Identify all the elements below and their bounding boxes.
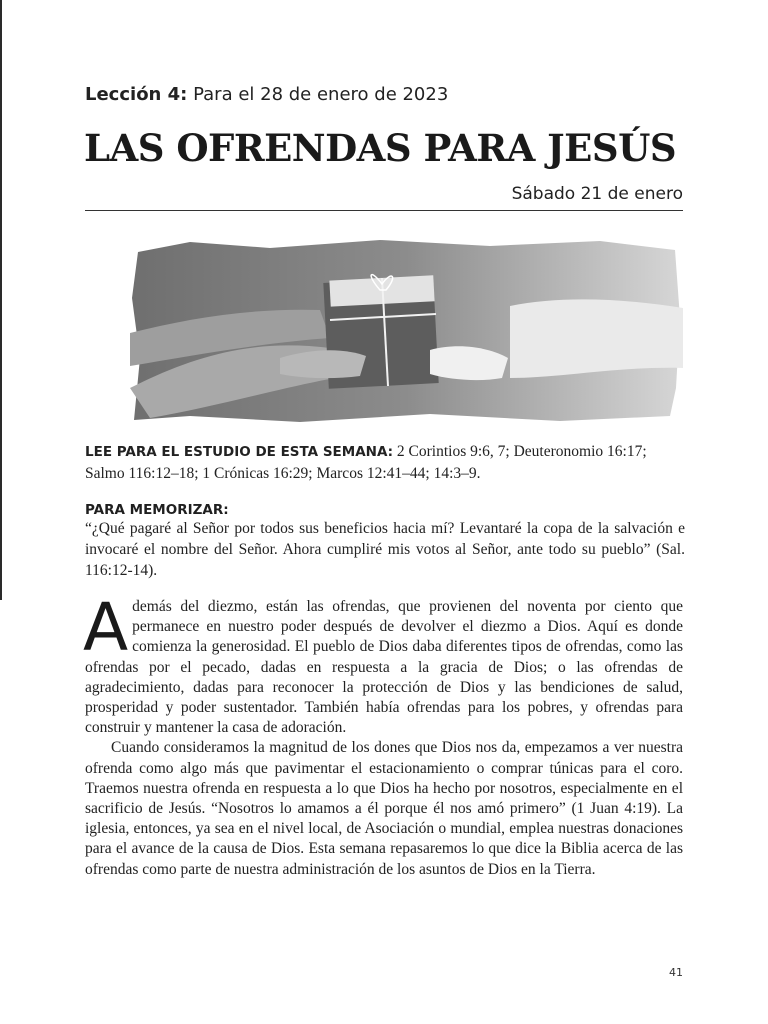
- lesson-date: Para el 28 de enero de 2023: [193, 84, 449, 105]
- reading-refs: 2 Corintios 9:6, 7; Deuteronomio 16:17; Salmo 116:12–18; 1 Crónicas 16:29; Marcos 12:41–44; 14:3–9.: [85, 443, 647, 482]
- reading-label: LEE PARA EL ESTUDIO DE ESTA SEMANA:: [85, 444, 394, 460]
- drop-cap: A: [83, 589, 129, 666]
- reading-assignment: [85, 441, 685, 485]
- memorize-heading: PARA MEMORIZAR:: [85, 502, 229, 518]
- body-paragraph-1: [83, 589, 683, 738]
- body-paragraph-2: Cuando consideramos la magnitud de los dones que Dios nos da, empezamos a ver nuestra ofrenda como algo más que pavimentar el estacionamiento o comprar túnicas para el coro. Traemos nuestra ofrenda en respuesta a lo que Dios ha hecho por nosotros, especialmente en el sacrificio de Jesús. “Nosotros lo amamos a él porque él nos amó primero” (1 Juan 4:19). La iglesia, entonces, ya sea en el nivel local, de Asociación o mundial, emplea nuestras donaciones para el avance de la causa de Dios. Esta semana repasaremos lo que dice la Biblia acerca de las ofrendas como parte de nuestra administración de los asuntos de Dios en la Tierra.: [85, 739, 683, 878]
- title-divider: [85, 210, 683, 211]
- page-title: LAS OFRENDAS PARA JESÚS: [84, 126, 677, 170]
- lesson-line: [85, 84, 448, 105]
- memory-verse: “¿Qué pagaré al Señor por todos sus beneficios hacia mí? Levantaré la copa de la salvación e invocaré el nombre del Señor. Ahora cumpliré mis votos al Señor, ante todo su pueblo” (Sal. 116:12-14).: [85, 520, 685, 579]
- hands-giving-gift-image: [130, 238, 683, 423]
- day-date: Sábado 21 de enero: [511, 184, 683, 204]
- page-number: 41: [669, 966, 683, 979]
- lesson-body: [83, 589, 683, 880]
- page-edge-rule: [0, 0, 2, 600]
- lesson-label: Lección 4:: [85, 84, 188, 105]
- body-paragraph-1-text: demás del diezmo, están las ofrendas, que provienen del noventa por ciento que permanece en nuestro poder después de devolver el diezmo a Dios. Aquí es donde comienza la generosidad. El pueblo de Dios daba diferentes tipos de ofrendas, como las ofrendas por el pecado, dadas en respuesta a la gracia de Dios; o las ofrendas de agradecimiento, dadas para reconocer la protección de Dios y las bendiciones de salud, prosperidad y poder sustentador. También había ofrendas para los pobres, y ofrendas para construir y mantener la casa de adoración.: [85, 598, 683, 737]
